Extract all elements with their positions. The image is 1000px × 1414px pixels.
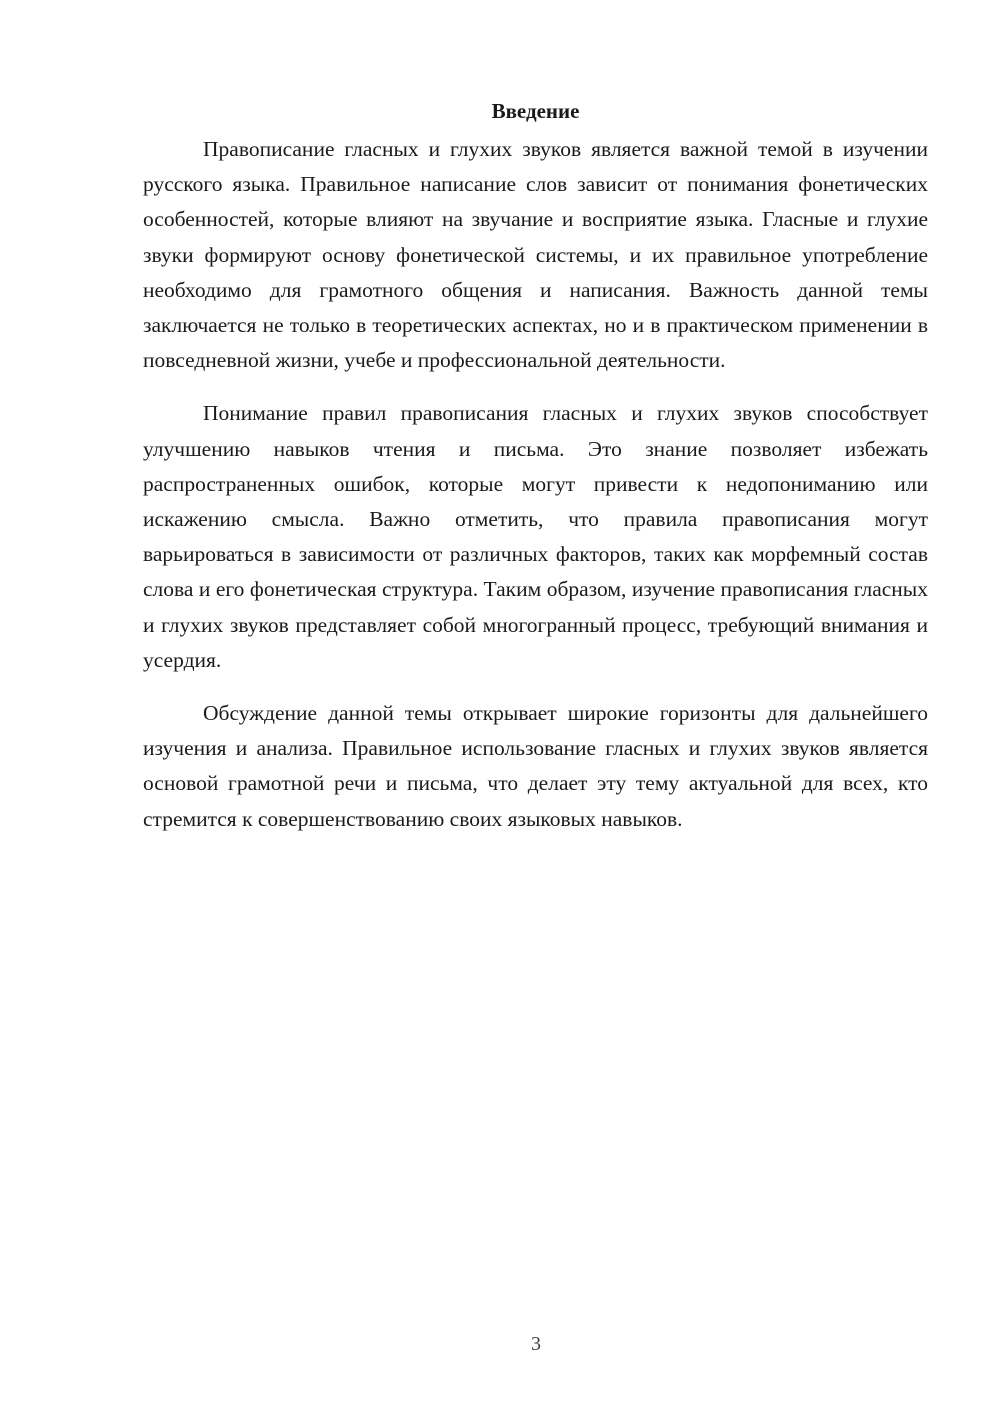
- page-number: 3: [531, 1333, 541, 1355]
- paragraph-3: Обсуждение данной темы открывает широкие горизонты для дальнейшего изучения и анализа. Правильное использование гласных и глухих звуков является основой грамотной речи и письма, что делает эту тему актуальной для всех, кто стремится к совершенствованию своих языковых навыков.: [143, 701, 928, 831]
- paragraph-2: Понимание правил правописания гласных и глухих звуков способствует улучшению навыков чтения и письма. Это знание позволяет избежать распространенных ошибок, которые могут привести к недопониманию или искажению смысла. Важно отметить, что правила правописания могут варьироваться в зависимости от различных факторов, таких как морфемный состав слова и его фонетическая структура. Таким образом, изучение правописания гласных и глухих звуков представляет собой многогранный процесс, требующий внимания и усердия.: [143, 401, 928, 672]
- paragraph-1: Правописание гласных и глухих звуков является важной темой в изучении русского языка. Правильное написание слов зависит от понимания фонетических особенностей, которые влияют на звучание и восприятие языка. Гласные и глухие звуки формируют основу фонетической системы, и их правильное употребление необходимо для грамотного общения и написания. Важность данной темы заключается не только в теоретических аспектах, но и в практическом применении в повседневной жизни, учебе и профессиональной деятельности.: [143, 137, 928, 373]
- page-content: [143, 96, 928, 855]
- section-heading: Введение: [491, 99, 580, 123]
